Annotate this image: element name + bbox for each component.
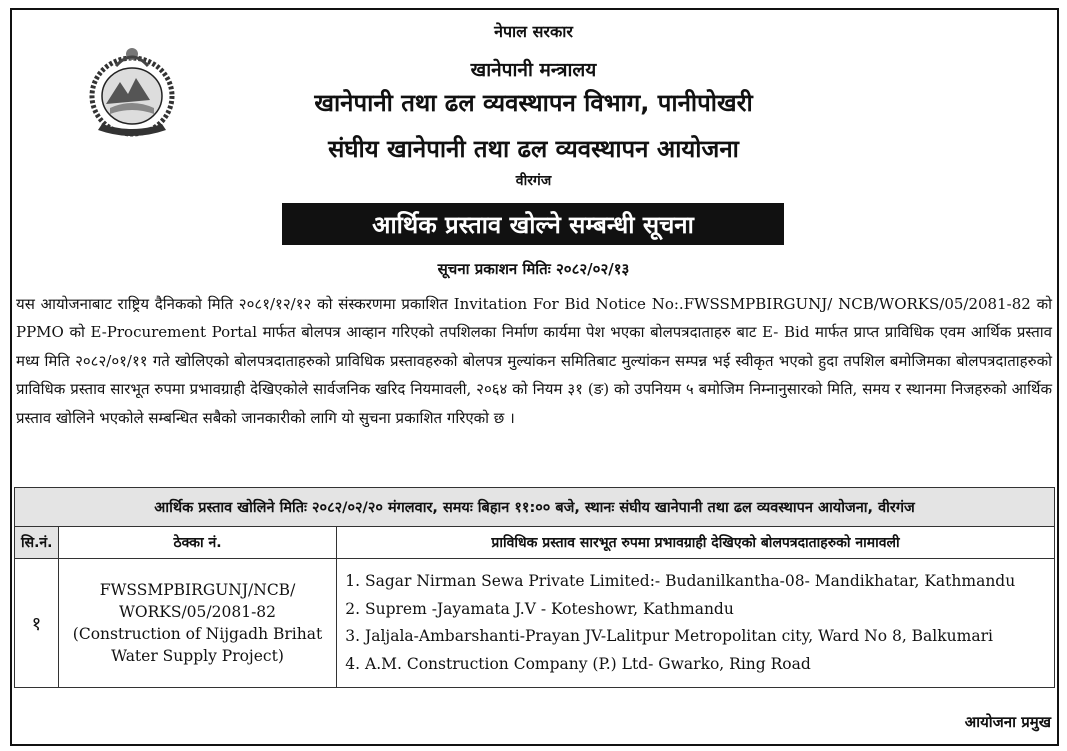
notice-body: यस आयोजनाबाट राष्ट्रिय दैनिकको मिति २०८१/१२/१२ को संस्करणमा प्रकाशित Invitation For Bid Notice No:.FWSSMPBIRGUNJ/ NCB/WORKS/05/2081-82 को PPMO को E-Procurement Portal मार्फत बोलपत्र आव्हान गरिएको तपशिलका निर्माण कार्यमा पेश भएका बोलपत्रदाताहरु बाट E- Bid मार्फत प्राप्त प्राविधिक एवम आर्थिक प्रस्ताव मध्य मिति २०८२/०१/११ गते खोलिएको बोलपत्रदाताहरुको प्राविधिक प्रस्तावहरुको बोलपत्र मुल्यांकन समितिबाट मुल्यांकन सम्पन्न भई स्वीकृत भएको हुदा तपशिल बमोजिमका बोलपत्रदाताहरुको प्राविधिक प्रस्ताव सारभूत रुपमा प्रभावग्राही देखिएकोले सार्वजनिक खरिद नियमावली, २०६४ को नियम ३१ (ङ) को उपनियम ५ बमोजिम निम्नानुसारको मिति, समय र स्थानमा निजहरुको आर्थिक प्रस्ताव खोलिने भएकोले सम्बन्धित सबैको जानकारीको लागि यो सुचना प्रकाशित गरिएको छ । xyxy=(16,295,1052,427)
contract-header: ठेक्का नं. xyxy=(59,527,337,559)
bidder-item: 4. A.M. Construction Company (P.) Ltd- Gwarko, Ring Road xyxy=(365,651,1048,679)
bidder-list xyxy=(343,568,1048,678)
row-sn: १ xyxy=(15,559,59,688)
table-header-row xyxy=(15,527,1055,559)
opening-info: आर्थिक प्रस्ताव खोलिने मितिः २०८२/०२/२० मंगलवार, समयः बिहान ११:०० बजे, स्थानः संघीय खानेपानी तथा ढल व्यवस्थापन आयोजना, वीरगंज xyxy=(15,488,1055,527)
table-row xyxy=(15,559,1055,688)
bidder-item: 3. Jaljala-Ambarshanti-Prayan JV-Lalitpur Metropolitan city, Ward No 8, Balkumari xyxy=(365,623,1048,651)
notice-title: आर्थिक प्रस्ताव खोल्ने सम्बन्धी सूचना xyxy=(282,203,784,245)
row-contract: FWSSMPBIRGUNJ/NCB/ WORKS/05/2081-82 (Construction of Nijgadh Brihat Water Supply Project) xyxy=(59,559,337,688)
signature-label: आयोजना प्रमुख xyxy=(964,713,1051,731)
location-label: वीरगंज xyxy=(515,173,552,189)
row-bidders xyxy=(337,559,1055,688)
bidders-header: प्राविधिक प्रस्ताव सारभूत रुपमा प्रभावग्राही देखिएको बोलपत्रदाताहरुको नामावली xyxy=(337,527,1055,559)
department-label: खानेपानी तथा ढल व्यवस्थापन विभाग, पानीपोखरी xyxy=(314,89,753,117)
bidder-item: 2. Suprem -Jayamata J.V - Koteshowr, Kathmandu xyxy=(365,596,1048,624)
bidder-item: 1. Sagar Nirman Sewa Private Limited:- Budanilkantha-08- Mandikhatar, Kathmandu xyxy=(365,568,1048,596)
bidders-table xyxy=(14,487,1055,688)
ministry-label: खानेपानी मन्त्रालय xyxy=(470,59,597,81)
project-label: संघीय खानेपानी तथा ढल व्यवस्थापन आयोजना xyxy=(328,135,739,163)
sn-header: सि.नं. xyxy=(15,527,59,559)
publication-date: सूचना प्रकाशन मितिः २०८२/०२/१३ xyxy=(437,260,630,278)
government-label: नेपाल सरकार xyxy=(494,22,573,41)
